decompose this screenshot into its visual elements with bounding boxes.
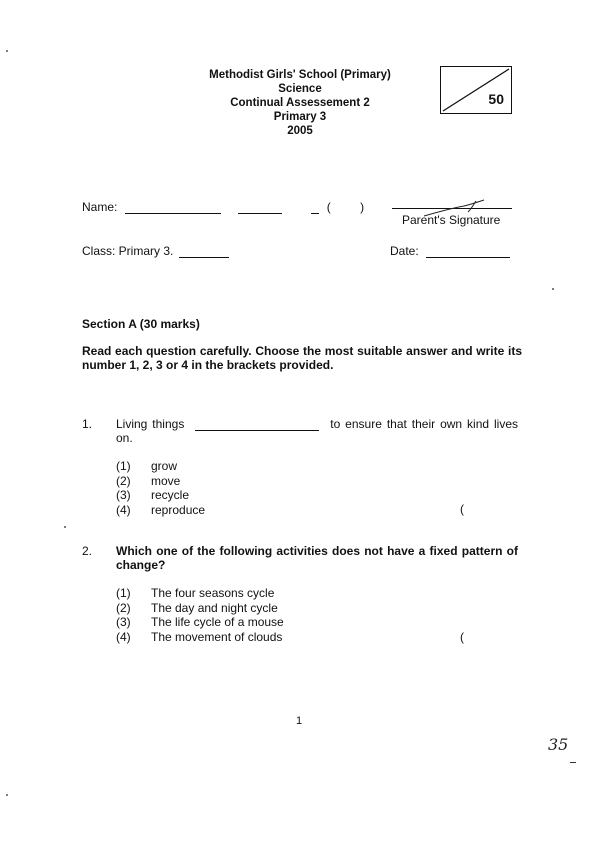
name-label: Name: bbox=[82, 200, 118, 214]
signature-scribble bbox=[420, 198, 490, 220]
option-2: (2) The day and night cycle bbox=[116, 600, 278, 615]
question-1-text-after: to ensure that their own kind lives on. bbox=[116, 417, 518, 445]
name-blank-2[interactable] bbox=[238, 201, 282, 214]
exam-header bbox=[150, 68, 450, 138]
year: 2005 bbox=[287, 125, 313, 137]
scan-speck bbox=[64, 526, 66, 528]
level: Primary 3 bbox=[273, 111, 327, 123]
class-label: Class: Primary 3. bbox=[82, 244, 174, 258]
scan-speck bbox=[6, 794, 8, 796]
option-4: (4) reproduce bbox=[116, 502, 206, 517]
register-bracket-open: ( bbox=[326, 200, 331, 214]
date-label: Date: bbox=[390, 244, 419, 258]
class-blank[interactable] bbox=[179, 245, 229, 258]
option-1: (1) The four seasons cycle bbox=[116, 586, 275, 600]
subject: Science bbox=[278, 83, 322, 95]
option-2: (2) move bbox=[116, 473, 181, 488]
school-name: Methodist Girls' School (Primary) bbox=[209, 69, 391, 81]
parent-signature-label: Parent's Signature bbox=[402, 213, 501, 227]
option-3: (3) recycle bbox=[116, 488, 190, 502]
question-1-blank bbox=[195, 418, 319, 431]
section-a-title: Section A (30 marks) bbox=[82, 317, 200, 331]
page-number: 1 bbox=[296, 715, 303, 727]
scan-speck bbox=[6, 50, 8, 52]
date-blank[interactable] bbox=[426, 245, 510, 258]
question-1-answer-bracket[interactable]: ( bbox=[460, 502, 464, 516]
question-1-text bbox=[116, 417, 518, 445]
handwritten-dash bbox=[570, 762, 576, 763]
question-1-text-before: Living things bbox=[116, 417, 185, 431]
option-4: (4) The movement of clouds bbox=[116, 629, 283, 644]
section-a-instructions: Read each question carefully. Choose the most suitable answer and write its number 1, 2, 3 or 4 in the brackets provided. bbox=[82, 344, 522, 372]
option-1: (1) grow bbox=[116, 459, 178, 473]
question-2-text: Which one of the following activities does not have a fixed pattern of change? bbox=[116, 544, 518, 572]
total-marks: 50 bbox=[488, 91, 504, 107]
question-2-options bbox=[116, 586, 284, 644]
question-2-answer-bracket[interactable]: ( bbox=[460, 630, 464, 644]
name-blank-1[interactable] bbox=[125, 201, 221, 214]
name-blank-3 bbox=[311, 201, 319, 214]
assessment-title: Continual Assessement 2 bbox=[230, 97, 370, 109]
handwritten-mark: 35 bbox=[548, 735, 569, 754]
question-1-options bbox=[116, 459, 205, 517]
question-2-number: 2. bbox=[82, 544, 93, 558]
register-bracket-close: ) bbox=[360, 200, 365, 214]
name-row bbox=[82, 200, 364, 214]
class-row bbox=[82, 244, 229, 258]
question-1-number: 1. bbox=[82, 417, 93, 431]
scan-speck bbox=[552, 288, 554, 290]
date-row bbox=[390, 244, 510, 258]
option-3: (3) The life cycle of a mouse bbox=[116, 615, 284, 629]
score-box bbox=[440, 66, 512, 114]
